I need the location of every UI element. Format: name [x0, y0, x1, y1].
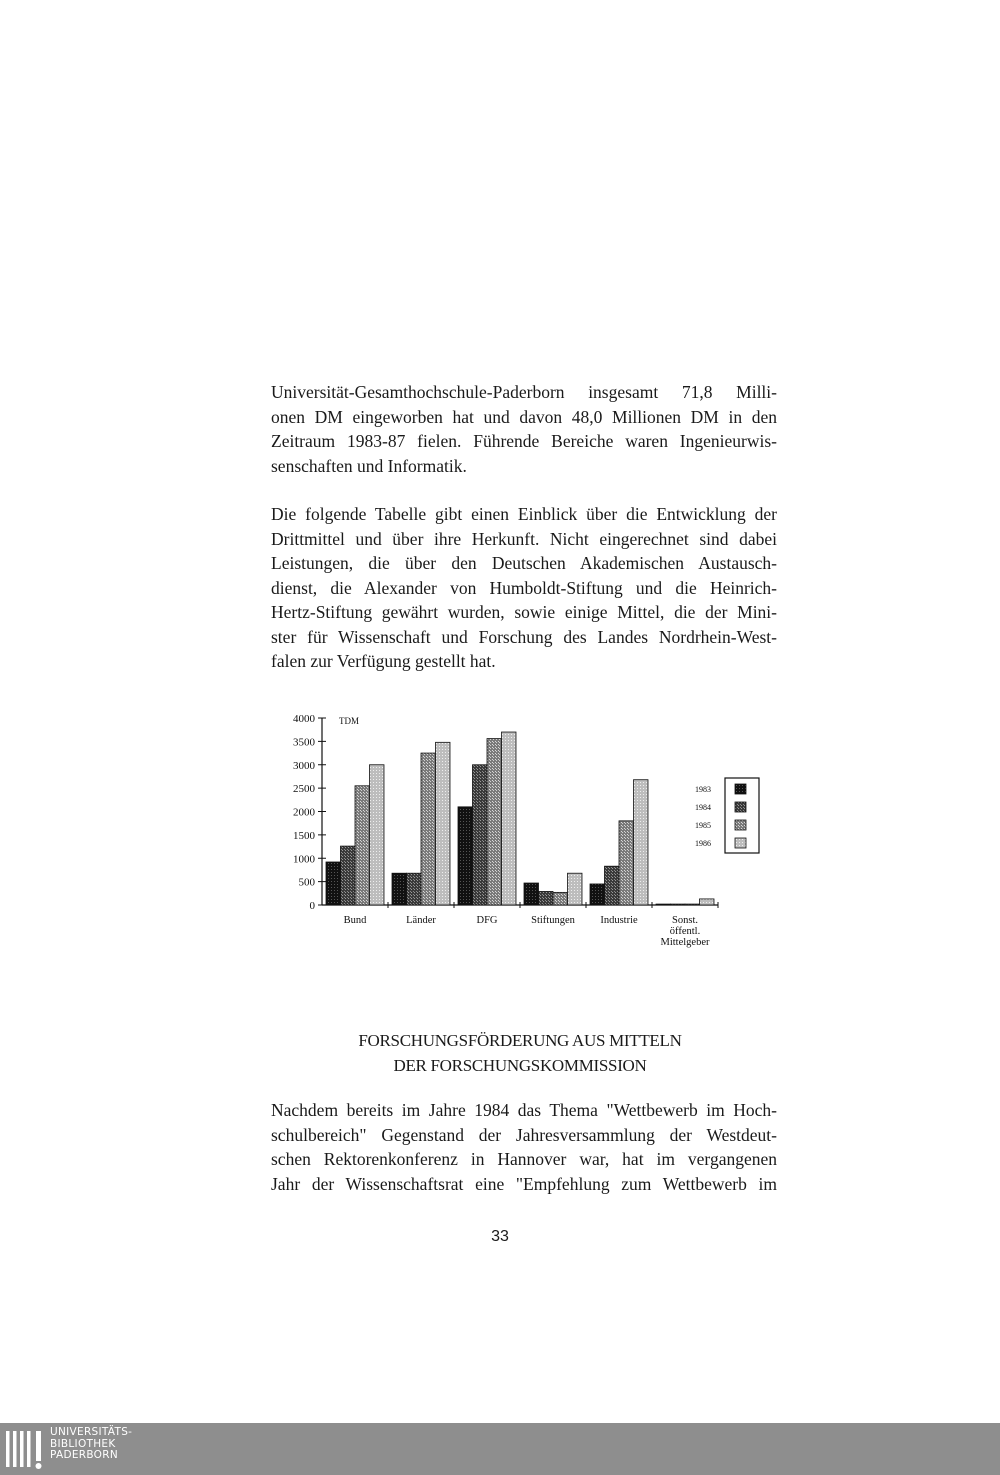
bar: [458, 807, 473, 905]
text-line: onen DM eingeworben hat und davon 48,0 Millionen DM in den: [271, 406, 777, 427]
text-line: ster für Wissenschaft und Forschung des Landes Nordrhein-West-: [271, 626, 777, 647]
library-logo-icon: [4, 1427, 44, 1471]
category-label: Stiftungen: [531, 915, 575, 926]
bar: [700, 899, 715, 905]
bar: [539, 891, 554, 905]
text-line: senschaften und Informatik.: [271, 455, 467, 476]
legend-label: 1983: [695, 785, 711, 794]
text-line: Nachdem bereits im Jahre 1984 das Thema "Wettbewerb im Hoch-: [271, 1100, 777, 1120]
text-line: Drittmittel und über ihre Herkunft. Nicht eingerechnet sind dabei: [271, 528, 777, 549]
y-tick-label: 500: [298, 876, 315, 889]
paragraph-intro: [271, 380, 777, 478]
y-tick-label: 2000: [293, 806, 315, 819]
bar: [326, 862, 341, 905]
category-label: Sonst.: [672, 915, 698, 926]
paragraph-table-intro: [271, 502, 777, 674]
legend-label: 1985: [695, 821, 711, 830]
funding-bar-chart: [270, 700, 770, 965]
y-tick-label: 3000: [293, 759, 315, 772]
text-line: Jahr der Wissenschaftsrat eine "Empfehlung zum Wettbewerb im: [271, 1173, 777, 1194]
bar: [605, 866, 620, 905]
bar: [355, 786, 370, 905]
bar: [392, 873, 407, 905]
heading-line: DER FORSCHUNGSKOMMISSION: [393, 1056, 647, 1075]
text-line: Universität-Gesamthochschule-Paderborn insgesamt 71,8 Milli-: [271, 382, 777, 402]
paragraph-competition: [271, 1098, 777, 1196]
category-label: öffentl.: [669, 926, 701, 937]
y-tick-label: 3500: [293, 736, 315, 749]
bar: [671, 904, 686, 905]
text-line: schen Rektorenkonferenz in Hannover war, hat im vergangenen: [271, 1149, 777, 1169]
legend-swatch: [735, 820, 746, 830]
bar: [341, 846, 356, 905]
library-name-line: PADERBORN: [50, 1449, 118, 1461]
text-line: falen zur Verfügung gestellt hat.: [271, 651, 496, 671]
bar: [436, 742, 451, 905]
category-label: Industrie: [600, 915, 638, 926]
category-label: Bund: [343, 915, 367, 926]
bar: [656, 904, 671, 905]
text-line: schulbereich" Gegenstand der Jahresversammlung der Westdeut-: [271, 1124, 777, 1145]
bar: [473, 765, 488, 905]
legend-swatch: [735, 838, 746, 848]
library-name: [50, 1427, 132, 1462]
library-footer: [0, 1423, 1000, 1475]
text-line: dienst, die Alexander von Humboldt-Stiftung und die Heinrich-: [271, 577, 777, 598]
section-heading: [270, 1028, 770, 1078]
bar: [685, 904, 700, 905]
bar: [634, 780, 649, 905]
text-line: Hertz-Stiftung gewährt wurden, sowie einige Mittel, die der Mini-: [271, 602, 777, 622]
text-line: Zeitraum 1983-87 fielen. Führende Bereiche waren Ingenieurwis-: [271, 431, 777, 451]
category-label: Mittelgeber: [660, 937, 710, 948]
legend-swatch: [735, 784, 746, 794]
y-tick-label: 1000: [293, 853, 315, 866]
bar: [553, 892, 568, 905]
bar: [370, 765, 385, 905]
page-number: 33: [491, 1228, 509, 1245]
bar: [524, 883, 539, 905]
library-name-line: UNIVERSITÄTS-: [50, 1426, 133, 1438]
bar: [407, 873, 422, 905]
text-line: Die folgende Tabelle gibt einen Einblick über die Entwicklung der: [271, 504, 777, 524]
y-tick-label: 4000: [293, 713, 315, 725]
bar: [421, 753, 436, 905]
y-tick-label: 1500: [293, 829, 315, 842]
heading-line: FORSCHUNGSFÖRDERUNG AUS MITTELN: [358, 1031, 682, 1050]
category-label: DFG: [476, 915, 498, 926]
bar: [619, 821, 634, 905]
bar: [502, 732, 517, 905]
text-line: Leistungen, die über den Deutschen Akademischen Austausch-: [271, 553, 777, 573]
y-tick-label: 2500: [293, 783, 315, 796]
bar: [568, 873, 583, 905]
library-name-line: BIBLIOTHEK: [50, 1437, 116, 1450]
legend-label: 1984: [695, 803, 711, 812]
unit-label: TDM: [339, 716, 359, 726]
bar: [590, 884, 605, 905]
y-tick-label: 0: [309, 900, 315, 912]
legend-label: 1986: [695, 839, 711, 848]
bar: [487, 739, 502, 905]
legend-swatch: [735, 802, 746, 812]
category-label: Länder: [406, 915, 436, 926]
